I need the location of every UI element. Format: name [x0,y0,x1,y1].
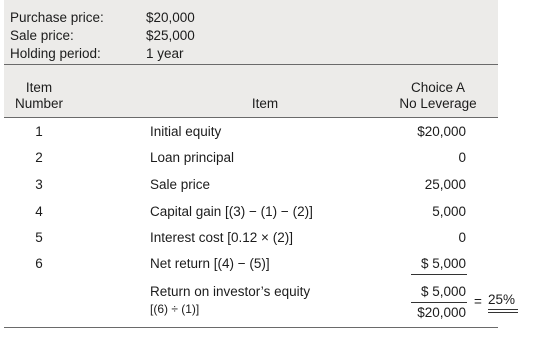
row-item: Sale price [150,177,211,192]
divider-params [4,64,498,65]
row-value: 25,000 [424,177,466,192]
return-item-line1: Return on investor’s equity [150,284,311,299]
row-value: $20,000 [417,124,466,139]
equals-sign: = [474,294,482,309]
col-item: Item [251,96,279,111]
sale-price-label: Sale price: [10,28,74,43]
row-item: Initial equity [150,124,222,139]
divider-header [4,117,498,118]
result-double-underline [488,309,518,313]
purchase-price-label: Purchase price: [10,10,104,25]
row-number: 5 [35,230,43,245]
row-value: $ 5,000 [420,256,466,271]
return-item-line2: [(6) ÷ (1)] [150,302,200,316]
holding-period-value: 1 year [146,46,184,61]
row-number: 2 [35,150,43,165]
return-denominator: $20,000 [417,305,466,320]
row-item: Interest cost [0.12 × (2)] [150,230,293,245]
row-number: 6 [35,256,43,271]
col-choice-line1: Choice A [410,80,466,95]
row-item: Loan principal [150,150,235,165]
row-number: 4 [35,204,43,219]
row-value: 0 [458,230,466,245]
col-choice-line2: No Leverage [399,96,477,111]
col-item-number-line1: Item [25,80,53,95]
col-item-number-line2: Number [14,96,63,111]
row-item: Capital gain [(3) − (1) − (2)] [150,204,313,219]
row-value: 0 [458,150,466,165]
net-return-underline [411,274,467,275]
purchase-price-value: $20,000 [146,10,195,25]
row-item: Net return [(4) − (5)] [150,256,270,271]
holding-period-label: Holding period: [10,46,101,61]
sale-price-value: $25,000 [146,28,195,43]
row-number: 1 [35,124,43,139]
divider-bottom [4,327,498,328]
return-result: 25% [488,292,516,307]
row-value: 5,000 [432,204,466,219]
return-numerator: $ 5,000 [420,284,466,299]
row-number: 3 [35,177,43,192]
fraction-bar [411,302,467,303]
